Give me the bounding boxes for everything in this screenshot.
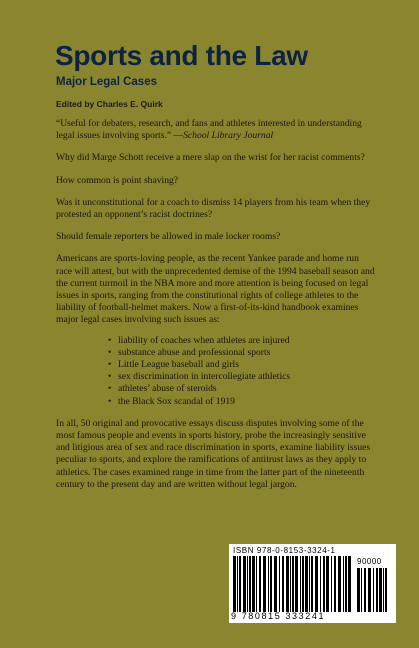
issue-item: • liability of coaches when athletes are injured bbox=[108, 335, 376, 347]
barcode-bar bbox=[376, 568, 378, 612]
barcode-bar bbox=[295, 556, 298, 612]
barcode-bar bbox=[282, 556, 284, 612]
issue-item: • sex discrimination in intercollegiate athletics bbox=[108, 371, 376, 383]
quote-text: “Useful for debaters, research, and fans and athletes interested in understanding legal issues involving sports.” — bbox=[56, 118, 362, 142]
issues-list bbox=[108, 335, 376, 408]
barcode-bar bbox=[326, 556, 329, 612]
isbn-label: ISBN 978-0-8153-3324-1 bbox=[233, 546, 336, 555]
barcode-bar bbox=[263, 556, 266, 612]
barcode-bar bbox=[348, 556, 351, 612]
quote-source: School Library Journal bbox=[183, 130, 274, 142]
barcode-bar bbox=[252, 556, 255, 612]
barcode-bar bbox=[300, 556, 301, 612]
barcode-bar bbox=[268, 556, 269, 612]
barcode-bar bbox=[247, 556, 248, 612]
barcode-bar bbox=[270, 556, 272, 612]
barcode-bar bbox=[259, 556, 261, 612]
barcode-bar bbox=[357, 568, 360, 612]
question-1: Why did Marge Schott receive a mere slap on the wrist for her racist comments? bbox=[56, 152, 365, 164]
barcode-bar bbox=[323, 556, 325, 612]
issue-item: • Little League baseball and girls bbox=[108, 359, 376, 371]
question-4: Should female reporters be allowed in male locker rooms? bbox=[56, 231, 281, 243]
barcode-bar bbox=[315, 556, 318, 612]
issue-item: • substance abuse and professional sports bbox=[108, 347, 376, 359]
isbn-barcode bbox=[229, 544, 396, 623]
intro-paragraph: Americans are sports-loving people, as the recent Yankee parade and home run race will attest, but with the unprecedented demise of the 1994 baseball season and the current turmoil in the NBA more and more attention is being focused on legal issues in sports, ranging from the constitutional rights of college athletes to the liability of football-helmet makers. Now a first-of-its-kind handbook examines major legal cases involving such issues as: bbox=[56, 253, 375, 326]
barcode-bars bbox=[233, 556, 351, 612]
book-subtitle: Major Legal Cases bbox=[56, 76, 157, 88]
barcode-bar bbox=[379, 568, 382, 612]
addon-barcode-bars bbox=[357, 568, 391, 612]
barcode-bar bbox=[274, 556, 277, 612]
book-title: Sports and the Law bbox=[55, 40, 308, 71]
barcode-bar bbox=[256, 556, 257, 612]
barcode-bar bbox=[343, 556, 344, 612]
barcode-bar bbox=[364, 568, 366, 612]
editor-credit: Edited by Charles E. Quirk bbox=[56, 99, 163, 109]
barcode-digits: 9 780815 333241 bbox=[231, 611, 326, 621]
barcode-bar bbox=[383, 568, 384, 612]
back-cover-text bbox=[56, 118, 376, 501]
barcode-bar bbox=[302, 556, 304, 612]
closing-paragraph: In all, 50 original and provocative essays discuss disputes involving some of the most famous people and events in sports history, probe the increasingly sensitive and litigious area of sex and race discrimination in sports, examine liability issues peculiar to sports, and explore the ramifications of antitrust laws as they apply to athletics. The cases examined range in time from the latter part of the nineteenth century to the present day and are written without legal jargon. bbox=[56, 417, 371, 490]
barcode-bar bbox=[292, 556, 294, 612]
barcode-bar bbox=[249, 556, 251, 612]
barcode-bar bbox=[361, 568, 362, 612]
barcode-bar bbox=[338, 556, 341, 612]
issue-item: • athletes’ abuse of steroids bbox=[108, 383, 376, 395]
barcode-bar bbox=[290, 556, 291, 612]
barcode-bar bbox=[368, 568, 371, 612]
barcode-bar bbox=[239, 556, 241, 612]
question-2: How common is point shaving? bbox=[56, 174, 179, 186]
barcode-bar bbox=[331, 556, 332, 612]
barcode-bar bbox=[233, 556, 236, 612]
barcode-bar bbox=[305, 556, 308, 612]
barcode-bar bbox=[385, 568, 387, 612]
barcode-bar bbox=[345, 556, 347, 612]
barcode-bar bbox=[334, 556, 336, 612]
barcode-bar bbox=[286, 556, 289, 612]
barcode-bar bbox=[279, 556, 280, 612]
barcode-bar bbox=[237, 556, 238, 612]
barcode-bar bbox=[243, 556, 246, 612]
barcode-bar bbox=[311, 556, 313, 612]
question-3: Was it unconstitutional for a coach to dismiss 14 players from his team when they protested an opponent’s racist doctrines? bbox=[56, 196, 371, 221]
barcode-bar bbox=[309, 556, 310, 612]
barcode-bar bbox=[373, 568, 374, 612]
barcode-bar bbox=[320, 556, 321, 612]
review-quote bbox=[56, 118, 376, 142]
issue-item: • the Black Sox scandal of 1919 bbox=[108, 396, 376, 408]
price-code: 90000 bbox=[357, 557, 382, 566]
